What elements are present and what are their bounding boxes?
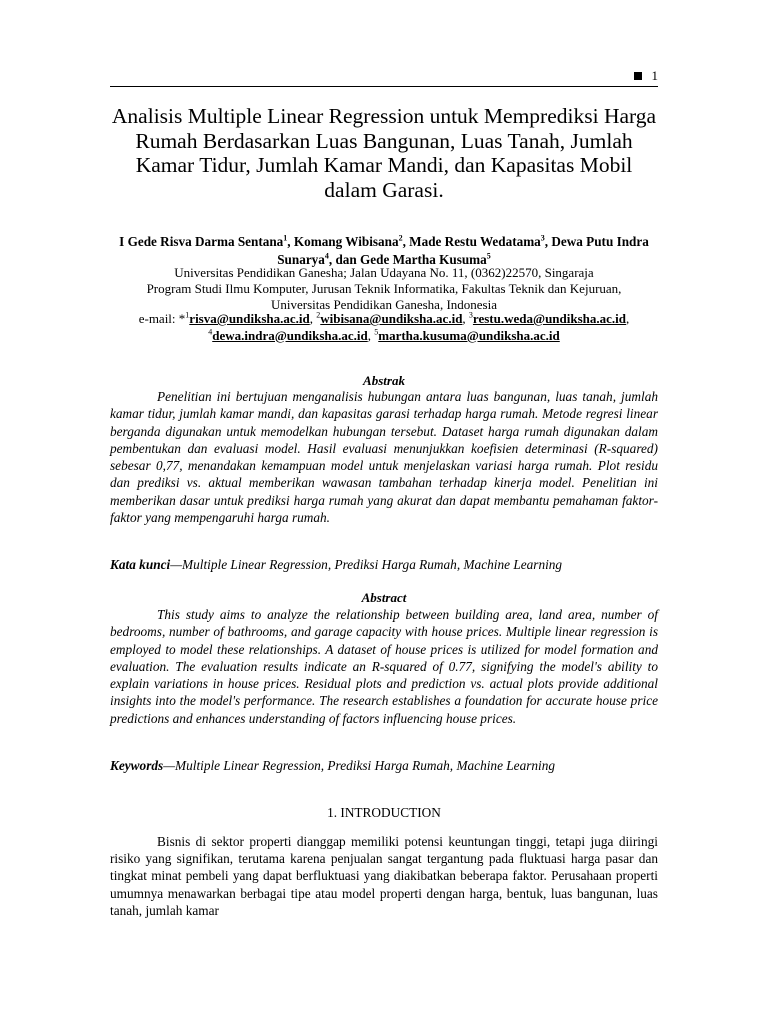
square-bullet-icon [634, 72, 642, 80]
author: I Gede Risva Darma Sentana$^1$, [119, 233, 294, 249]
abstract-heading: Abstract [361, 590, 407, 605]
email-link[interactable]: martha.kusuma@undiksha.ac.id [378, 327, 560, 343]
email-link[interactable]: restu.weda@undiksha.ac.id [472, 311, 627, 326]
email-link[interactable]: wibisana@undiksha.ac.id [320, 311, 463, 326]
author-list [110, 233, 658, 269]
page-header [634, 68, 659, 84]
affiliation-line: Universitas Pendidikan Ganesha, Indonesia [270, 297, 497, 312]
keywords-label: Keywords [110, 758, 164, 773]
email-link[interactable]: risva@undiksha.ac.id [189, 311, 310, 326]
author: Dewa Putu Indra Sunarya$^4$, dan [277, 234, 649, 267]
introduction-heading: 1. INTRODUCTION [327, 805, 441, 820]
corresponding-star: * [178, 311, 186, 326]
keywords-text: —Multiple Linear Regression, Prediksi Harga Rumah, Machine Learning [163, 758, 556, 773]
abstrak-text: Penelitian ini bertujuan menganalisis hubungan antara luas bangunan, luas tanah, jumlah kamar tidur, jumlah kamar mandi, dan kapasitas garasi terhadap harga rumah. Metode regresi linear berganda digunakan untuk memodelkan hubungan tersebut. Dataset harga rumah digunakan dalam pembentukan dan evaluasi model. Hasil evaluasi menunjukkan koefisien determinasi (R-squared) sebesar 0,77, menandakan kemampuan model untuk menjelaskan variasi harga rumah. Plot residu dan prediksi vs. aktual memberikan wawasan tambahan terhadap kinerja model. Penelitian ini memberikan dasar untuk prediksi harga rumah yang akurat dan dapat membantu pemahaman faktor-faktor yang mempengaruhi harga rumah. [110, 389, 658, 526]
header-rule [110, 86, 658, 87]
introduction-text: Bisnis di sektor properti dianggap memiliki potensi keuntungan tinggi, tetapi juga diiringi risiko yang signifikan, terutama karena penjualan sangat tergantung pada fluktuasi harga pasar dan tingkat minat pembeli yang dapat berfluktuasi yang diakibatkan beberapa faktor. Perusahaan properti umumnya menawarkan berbagai tipe atau model properti dengan harga, bentuk, luas bangunan, luas tanah, jumlah kamar [110, 834, 658, 918]
keywords [110, 758, 658, 774]
kata-kunci-text: —Multiple Linear Regression, Prediksi Harga Rumah, Machine Learning [170, 557, 563, 572]
kata-kunci-label: Kata kunci [110, 557, 171, 572]
author: Made Restu Wedatama$^3$, [409, 233, 552, 249]
abstrak-heading: Abstrak [363, 373, 405, 388]
kata-kunci [110, 557, 658, 573]
abstract-text: This study aims to analyze the relationship between building area, land area, number of bedrooms, number of bathrooms, and garage capacity with house prices. Multiple linear regression is employed to model these relationships. A dataset of house prices is utilized for model formation and evaluation. The evaluation results indicate an R-squared of 0.77, signifying the model's ability to explain variations in house prices. Residual plots and prediction vs. actual plots provide additional insights into the model's performance. The research establishes a foundation for accurate house price predictions and enhances understanding of factors influencing house prices. [110, 607, 658, 726]
affiliation [110, 265, 658, 313]
author: Gede Martha Kusuma$^5$ [360, 251, 491, 267]
affiliation-line: Program Studi Ilmu Komputer, Jurusan Teknik Informatika, Fakultas Teknik dan Kejuruan, [146, 281, 622, 296]
page-number: 1 [651, 68, 658, 83]
email-prefix: e-mail: [138, 311, 179, 326]
email-list: e-mail: *$^1$risva@undiksha.ac.id, $^2$wibisana@undiksha.ac.id, $^3$restu.weda@undiksha.ac.id, $^4$dewa.indra@undiksha.ac.id, $^5$martha.kusuma@undiksha.ac.id [138, 310, 630, 343]
author: Komang Wibisana$^2$, [293, 233, 410, 249]
paper-title: Analisis Multiple Linear Regression untuk Memprediksi Harga Rumah Berdasarkan Luas Bangunan, Luas Tanah, Jumlah Kamar Tidur, Jumlah Kamar Mandi, dan Kapasitas Mobil dalam Garasi. [111, 104, 657, 202]
affiliation-line: Universitas Pendidikan Ganesha; Jalan Udayana No. 11, (0362)22570, Singaraja [174, 265, 594, 280]
email-link[interactable]: dewa.indra@undiksha.ac.id [212, 327, 368, 343]
